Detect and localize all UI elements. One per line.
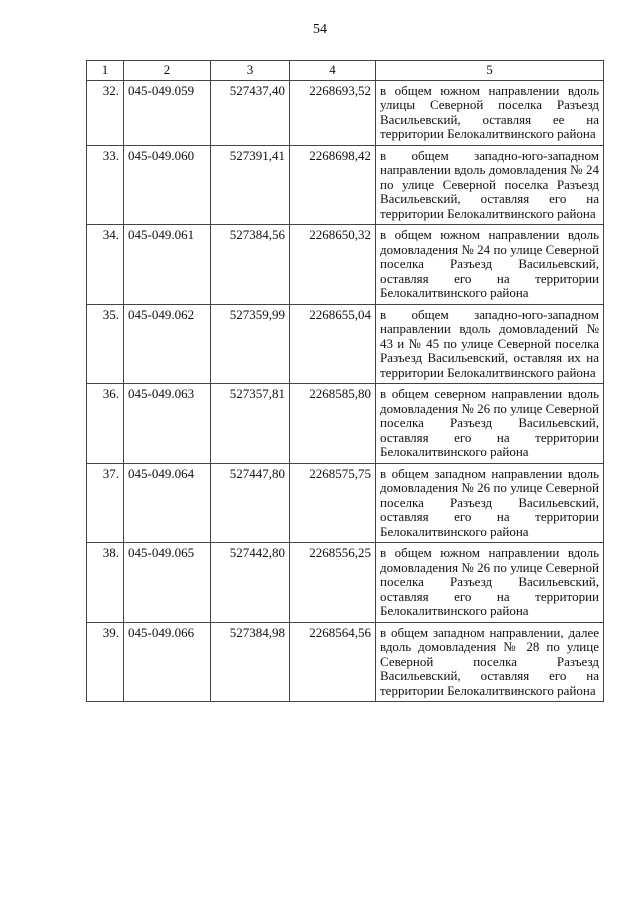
coord-x: 527357,81 [211, 384, 290, 464]
coordinates-table [86, 60, 604, 702]
point-code: 045-049.064 [124, 463, 211, 543]
header-col-4: 4 [290, 61, 376, 81]
coord-y: 2268575,75 [290, 463, 376, 543]
row-number: 37. [87, 463, 124, 543]
point-code: 045-049.063 [124, 384, 211, 464]
boundary-description: в общем западном направлении вдоль домовладения № 26 по улице Северной поселка Разъезд Васильевский, оставляя его на территории Белокалитвинского района [376, 463, 604, 543]
header-row [87, 61, 604, 81]
table-header [87, 61, 604, 81]
page-number: 54 [313, 22, 327, 37]
point-code: 045-049.065 [124, 543, 211, 623]
table-row [87, 225, 604, 305]
table-row [87, 304, 604, 384]
point-code: 045-049.061 [124, 225, 211, 305]
boundary-description: в общем западном направлении, далее вдоль домовладения № 28 по улице Северной поселка Разъезд Васильевский, оставляя его на территории Белокалитвинского района [376, 622, 604, 702]
coord-y: 2268655,04 [290, 304, 376, 384]
coord-x: 527442,80 [211, 543, 290, 623]
table-row [87, 145, 604, 225]
row-number: 35. [87, 304, 124, 384]
coord-y: 2268556,25 [290, 543, 376, 623]
coord-y: 2268698,42 [290, 145, 376, 225]
table-row [87, 384, 604, 464]
table-row [87, 463, 604, 543]
point-code: 045-049.060 [124, 145, 211, 225]
coord-x: 527447,80 [211, 463, 290, 543]
boundary-description: в общем южном направлении вдоль домовладения № 24 по улице Северной поселка Разъезд Васильевский, оставляя его на территории Белокалитвинского района [376, 225, 604, 305]
row-number: 36. [87, 384, 124, 464]
coord-y: 2268693,52 [290, 80, 376, 145]
table-row [87, 622, 604, 702]
header-col-3: 3 [211, 61, 290, 81]
header-col-1: 1 [87, 61, 124, 81]
table-body [87, 80, 604, 702]
row-number: 32. [87, 80, 124, 145]
header-col-5: 5 [376, 61, 604, 81]
boundary-description: в общем западно-юго-западном направлении вдоль домовладений № 43 и № 45 по улице Северной поселка Разъезд Васильевский, оставляя их на территории Белокалитвинского района [376, 304, 604, 384]
table-row [87, 543, 604, 623]
point-code: 045-049.059 [124, 80, 211, 145]
coord-y: 2268585,80 [290, 384, 376, 464]
coord-x: 527437,40 [211, 80, 290, 145]
coord-x: 527359,99 [211, 304, 290, 384]
row-number: 38. [87, 543, 124, 623]
coord-x: 527384,56 [211, 225, 290, 305]
row-number: 33. [87, 145, 124, 225]
boundary-description: в общем северном направлении вдоль домовладения № 26 по улице Северной поселка Разъезд Васильевский, оставляя его на территории Белокалитвинского района [376, 384, 604, 464]
coord-y: 2268564,56 [290, 622, 376, 702]
point-code: 045-049.062 [124, 304, 211, 384]
boundary-description: в общем южном направлении вдоль домовладения № 26 по улице Северной поселка Разъезд Васильевский, оставляя его на территории Белокалитвинского района [376, 543, 604, 623]
header-col-2: 2 [124, 61, 211, 81]
table-row [87, 80, 604, 145]
coord-x: 527384,98 [211, 622, 290, 702]
boundary-description: в общем южном направлении вдоль улицы Северной поселка Разъезд Васильевский, оставляя ее на территории Белокалитвинского района [376, 80, 604, 145]
coord-x: 527391,41 [211, 145, 290, 225]
row-number: 39. [87, 622, 124, 702]
row-number: 34. [87, 225, 124, 305]
coord-y: 2268650,32 [290, 225, 376, 305]
point-code: 045-049.066 [124, 622, 211, 702]
boundary-description: в общем западно-юго-западном направлении вдоль домовладения № 24 по улице Северной поселка Разъезд Васильевский, оставляя его на территории Белокалитвинского района [376, 145, 604, 225]
